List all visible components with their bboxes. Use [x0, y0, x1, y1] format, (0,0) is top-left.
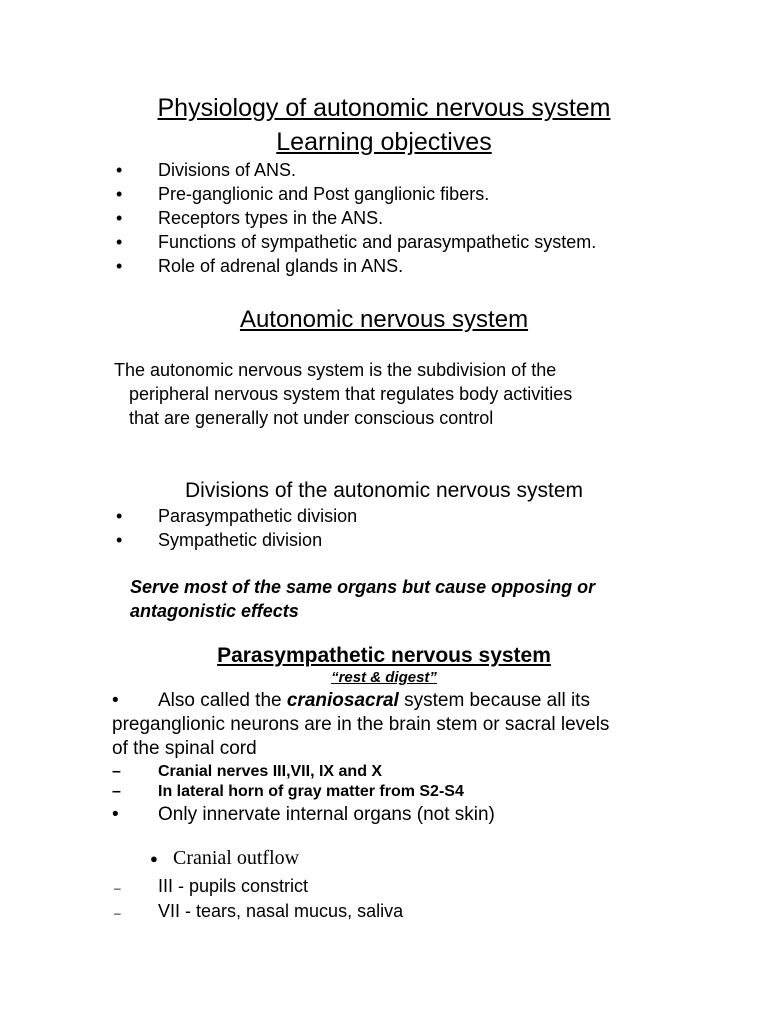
craniosacral-line-2: preganglionic neurons are in the brain stem or sacral levels [112, 714, 610, 735]
division-item: Parasympathetic division [158, 506, 358, 526]
bullet-glyph: • [116, 208, 123, 228]
objective-item: Functions of sympathetic and parasympathetic system. [158, 232, 597, 252]
cranial-outflow-label: Cranial outflow [173, 847, 300, 869]
dash-glyph: – [114, 881, 121, 895]
craniosacral-line [158, 690, 590, 712]
craniosacral-prefix: Also called the [158, 690, 287, 711]
parasympathetic-subheading [0, 669, 768, 686]
ans-paragraph-line: that are generally not under conscious control [129, 408, 494, 428]
divisions-note-line: antagonistic effects [130, 601, 299, 621]
dash-glyph: – [114, 906, 121, 920]
rest-digest-text: “rest & digest” [331, 669, 437, 686]
page-title [0, 94, 768, 123]
big-dot-glyph: ● [150, 851, 158, 866]
cranial-item: III - pupils constrict [158, 876, 309, 896]
craniosacral-line-3: of the spinal cord [112, 738, 257, 759]
objective-item: Divisions of ANS. [158, 160, 297, 180]
division-item: Sympathetic division [158, 530, 323, 550]
craniosacral-term: craniosacral [286, 690, 399, 711]
internal-organs-item: Only innervate internal organs (not skin) [158, 804, 495, 825]
bullet-glyph: • [116, 160, 123, 180]
bullet-glyph: • [116, 506, 123, 526]
bullet-glyph: • [112, 804, 119, 825]
objective-item: Role of adrenal glands in ANS. [158, 256, 404, 276]
objective-item: Pre-ganglionic and Post ganglionic fibers. [158, 184, 490, 204]
parasympathetic-heading [0, 644, 768, 668]
dash-glyph: – [112, 783, 121, 800]
bullet-glyph: • [112, 690, 119, 711]
cranial-item: VII - tears, nasal mucus, saliva [158, 901, 404, 921]
dash-item: Cranial nerves III,VII, IX and X [158, 763, 383, 780]
divisions-note-line: Serve most of the same organs but cause opposing or [130, 577, 596, 597]
ans-paragraph-line: peripheral nervous system that regulates body activities [129, 384, 573, 404]
dash-item: In lateral horn of gray matter from S2-S4 [158, 783, 464, 800]
ans-heading-text: Autonomic nervous system [239, 306, 529, 333]
objective-item: Receptors types in the ANS. [158, 208, 384, 228]
ans-paragraph-line: The autonomic nervous system is the subdivision of the [114, 360, 557, 380]
objectives-heading [0, 128, 768, 157]
craniosacral-suffix: system because all its [398, 690, 590, 711]
bullet-glyph: • [116, 530, 123, 550]
bullet-glyph: • [116, 256, 123, 276]
dash-glyph: – [112, 763, 121, 780]
divisions-heading: Divisions of the autonomic nervous system [184, 479, 583, 502]
bullet-glyph: • [116, 232, 123, 252]
title-text: Physiology of autonomic nervous system [157, 94, 611, 122]
ans-heading [0, 306, 768, 334]
parasympathetic-heading-text: Parasympathetic nervous system [217, 644, 551, 667]
objectives-heading-text: Learning objectives [276, 128, 492, 156]
bullet-glyph: • [116, 184, 123, 204]
